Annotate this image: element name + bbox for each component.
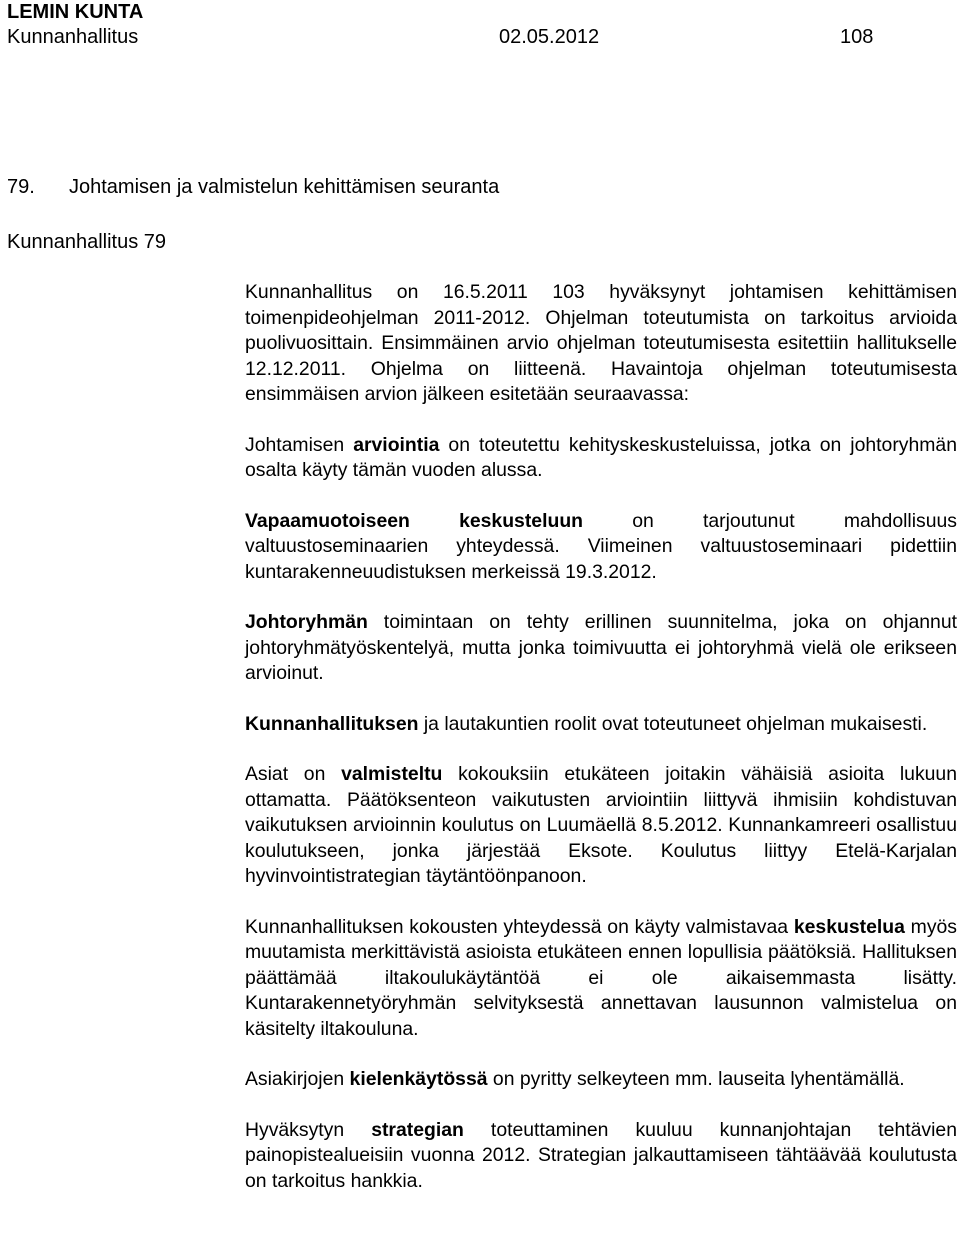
section-heading (7, 175, 499, 199)
paragraph-2: Johtamisen arviointia on toteutettu kehityskeskusteluissa, jotka on johtoryhmän osalta käyty tämän vuoden alussa. (245, 433, 957, 481)
main-text (245, 280, 957, 1219)
paragraph-4: Johtoryhmän toimintaan on tehty erillinen suunnitelma, joka on ohjannut johtoryhmätyöskentelyä, mutta jonka toimivuutta ei johtoryhmä vielä ole erikseen arvioinut. (245, 611, 957, 684)
paragraph-3: Vapaamuotoiseen keskusteluun on tarjoutunut mahdollisuus valtuustoseminaarien yhteydessä. Viimeinen valtuustoseminaari pidettiin kuntarakenneuudistuksen merkeissä 19.3.2012. (245, 509, 957, 583)
paragraph-8: Asiakirjojen kielenkäytössä on pyritty selkeyteen mm. lauseita lyhentämällä. (245, 1068, 905, 1090)
paragraph-7: Kunnanhallituksen kokousten yhteydessä on käyty valmistavaa keskustelua myös muutamista merkittävistä asioista etukäteen ennen lopullisia päätöksiä. Hallituksen päättämää iltakoulukäytäntöä ei ole aikaisemmasta lisätty. Kuntarakennetyöryhmän selvityksestä annettavan lausunnon valmistelua on käsitelty iltakouluna. (245, 915, 957, 1040)
section-reference: Kunnanhallitus 79 (7, 231, 167, 253)
header-body: Kunnanhallitus (7, 26, 139, 48)
section-title: Johtamisen ja valmistelun kehittämisen seuranta (69, 176, 500, 198)
organization-name: LEMIN KUNTA (7, 1, 144, 23)
header-date: 02.05.2012 (499, 26, 600, 48)
paragraph-1: Kunnanhallitus on 16.5.2011 103 hyväksynyt johtamisen kehittämisen toimenpideohjelman 2011-2012. Ohjelman toteutumista on tarkoitus arvioida puolivuosittain. Ensimmäinen arvio ohjelman toteutumisesta esitettiin hallitukselle 12.12.2011. Ohjelma on liitteenä. Havaintoja ohjelman toteutumisesta ensimmäisen arvion jälkeen esitetään seuraavassa: (245, 281, 957, 405)
page-number: 108 (840, 26, 874, 48)
paragraph-6: Asiat on valmisteltu kokouksiin etukäteen joitakin vähäisiä asioita lukuun ottamatta. Päätöksenteon vaikutusten arviointiin liittyvä ihmisiin kohdistuvan vaikutuksen arvioinnin koulutus on Luumäellä 8.5.2012. Kunnankamreeri osallistuu koulutukseen, jonka järjestää Eksote. Koulutus liittyy Etelä-Karjalan hyvinvointistrategian täytäntöönpanoon. (245, 763, 957, 887)
paragraph-9: Hyväksytyn strategian toteuttaminen kuuluu kunnanjohtajan tehtävien painopistealueisiin vuonna 2012. Strategian jalkauttamiseen tähtäävää koulutusta on tarkoitus hankkia. (245, 1118, 957, 1192)
paragraph-5: Kunnanhallituksen ja lautakuntien roolit ovat toteutuneet ohjelman mukaisesti. (245, 712, 928, 735)
section-number: 79. (7, 176, 35, 198)
